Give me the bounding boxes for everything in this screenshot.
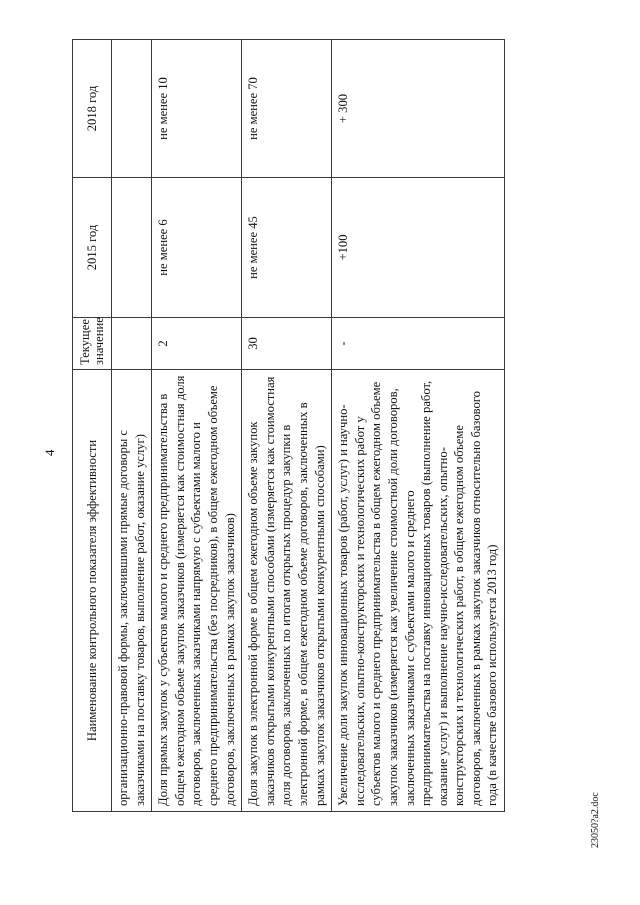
row-2018 [112,40,152,178]
header-current-line2: значение [92,317,106,365]
header-name: Наименование контрольного показателя эффективности [73,370,112,812]
table-row [332,40,505,812]
rotated-content [42,48,602,848]
row-2018: + 300 [332,40,505,178]
row-2015: не менее 6 [152,178,242,318]
table-row [242,40,332,812]
header-current-line1: Текущее [78,319,92,365]
row-name: Доля прямых закупок у субъектов малого и среднего предпринимательства в общем ежегодном объеме закупок заказчиков (измеряется как стоимостная доля договоров, заключенных заказчиками напрямую с субъектами малого и среднего предпринимательства (без посредников), в общем ежегодном объеме договоров, заключенных в рамках закупок заказчиков) [152,370,242,812]
table-row [112,40,152,812]
row-2015: +100 [332,178,505,318]
row-2015 [112,178,152,318]
row-2015: не менее 45 [242,178,332,318]
row-name: Увеличение доли закупок инновационных товаров (работ, услуг) и научно-исследовательских, опытно-конструкторских и технологических работ у субъектов малого и среднего предпринимательства в общем ежегодном объеме закупок заказчиков (измеряется как увеличение стоимостной доли договоров, заключенных заказчиками с субъектами малого и среднего предпринимательства на поставку инновационных товаров (выполнение работ, оказание услуг) и выполнение научно-исследовательских, опытно-конструкторских и технологических работ, в общем ежегодном объеме договоров, заключенных в рамках закупок заказчиков относительно базового года (в качестве базового используется 2013 год) [332,370,505,812]
row-current: 30 [242,318,332,370]
row-2018: не менее 10 [152,40,242,178]
row-2018: не менее 70 [242,40,332,178]
header-current [73,318,112,370]
indicators-table [72,39,505,812]
row-name: организационно-правовой формы, заключившими прямые договоры с заказчиками на поставку товаров, выполнение работ, оказание услуг) [112,370,152,812]
row-current: 2 [152,318,242,370]
table-header-row [73,40,112,812]
row-current [112,318,152,370]
row-name: Доля закупок в электронной форме в общем ежегодном объеме закупок заказчиков открытыми конкурентными способами (измеряется как стоимостная доля договоров, заключенных по итогам открытых процедур закупки в электронной форме, в общем ежегодном объеме договоров, заключенных в рамках закупок заказчиков открытыми конкурентными способами) [242,370,332,812]
document-filename: 23050?а2.doc [590,792,601,848]
table-row [152,40,242,812]
page-number: 4 [42,449,57,456]
header-2015: 2015 год [73,178,112,318]
row-current: - [332,318,505,370]
header-2018: 2018 год [73,40,112,178]
